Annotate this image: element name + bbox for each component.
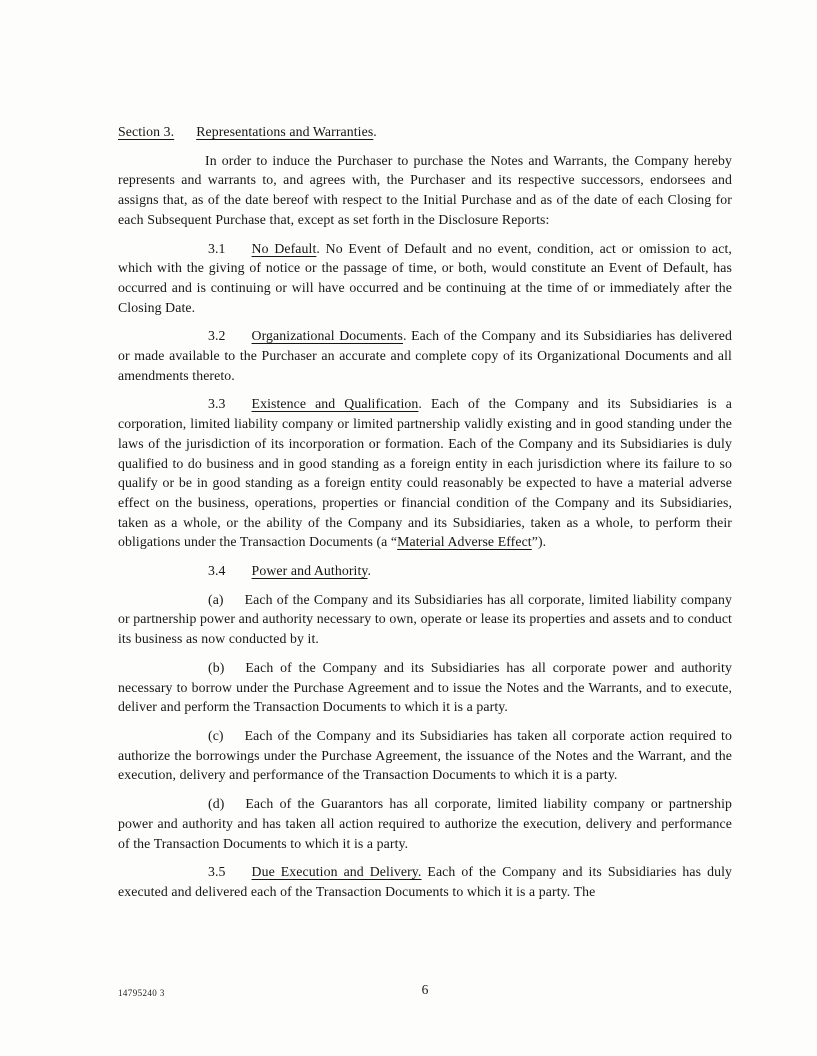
paragraph-body: Each of the Company and its Subsidiaries has duly executed and delivered each of the Transaction Documents to which it is a party. The	[118, 864, 732, 899]
subsection-title: Organizational Documents	[251, 328, 403, 344]
section-label: Section 3.	[118, 124, 175, 139]
paragraph-body: Each of the Company and its Subsidiaries is a corporation, limited liability company or limited partnership validly existing and in good standing under the laws of the jurisdiction of its incorporation or formation. Each of the Company and its Subsidiaries is duly qualified to do business and in good standing as a foreign entity in each jurisdiction where its failure to so qualify or be in good standing as a foreign entity could reasonably be expected to have a material adverse effect on the business, operations, properties or financial condition of the Company and its Subsidiaries, taken as a whole, or the ability of the Company and its Subsidiaries, taken as a whole, to perform their obligations under the Transaction Documents (a “	[118, 396, 732, 550]
subsection-title-period: .	[418, 396, 422, 412]
subparagraph-letter: (c)	[208, 727, 224, 743]
subparagraph-letter: (b)	[208, 659, 225, 675]
subsection-title: Power and Authority	[251, 563, 368, 579]
section-title-period: .	[373, 124, 377, 139]
subsection-title-period: .	[367, 563, 372, 579]
subsection-title: Due Execution and Delivery.	[251, 864, 422, 880]
subsection-number: 3.5	[208, 864, 226, 880]
section-title: Representations and Warranties	[196, 124, 374, 139]
subsection-number: 3.1	[208, 240, 226, 256]
paragraph-body: Each of the Company and its Subsidiaries has all corporate, limited liability company or partnership power and authority necessary to own, operate or lease its properties and assets and to conduct its business as now conducted by it.	[118, 591, 732, 647]
paragraph-3-4-b	[118, 658, 732, 717]
defined-term: Material Adverse Effect	[397, 534, 532, 550]
paragraph-3-4	[118, 561, 732, 581]
subparagraph-letter: (d)	[208, 796, 225, 812]
paragraph-3-4-c	[118, 726, 732, 785]
paragraph-3-2	[118, 326, 732, 385]
paragraph-body: Each of the Company and its Subsidiaries has all corporate power and authority necessary to borrow under the Purchase Agreement and to issue the Notes and the Warrants, and to execute, deliver and perform the Transaction Documents to which it is a party.	[118, 659, 732, 715]
document-body	[118, 122, 732, 902]
subsection-number: 3.4	[208, 563, 226, 579]
footer-page-number: 6	[421, 982, 429, 997]
intro-paragraph: In order to induce the Purchaser to purchase the Notes and Warrants, the Company hereby represents and warrants to, and agrees with, the Purchaser and its respective successors, endorsees and assigns that, as of the date bereof with respect to the Initial Purchase and as of the date of each Closing for each Subsequent Purchase that, except as set forth in the Disclosure Reports:	[118, 152, 732, 227]
footer-doc-number: 14795240 3	[118, 988, 165, 998]
subsection-title-period: .	[403, 328, 407, 344]
paragraph-body: Each of the Guarantors has all corporate, limited liability company or partnership power and authority and has taken all action required to authorize the execution, delivery and performance of the Transaction Documents to which it is a party.	[118, 796, 732, 851]
paragraph-body: Each of the Company and its Subsidiaries has taken all corporate action required to authorize the borrowings under the Purchase Agreement, the issuance of the Notes and the Warrant, and the execution, delivery and performance of the Transaction Documents to which it is a party.	[118, 727, 732, 783]
subsection-title: No Default	[251, 240, 317, 256]
paragraph-body: No Event of Default and no event, condition, act or omission to act, which with the giving of notice or the passage of time, or both, would constitute an Event of Default, has occurred and is continuing or will have occurred and be continuing at the time of or immediately after the Closing Date.	[118, 240, 732, 315]
paragraph-body-end: ”).	[531, 534, 547, 550]
paragraph-body: Each of the Company and its Subsidiaries has delivered or made available to the Purchaser an accurate and complete copy of its Organizational Documents and all amendments thereto.	[118, 328, 732, 383]
paragraph-3-4-a	[118, 590, 732, 649]
section-heading	[118, 122, 732, 142]
paragraph-3-4-d	[118, 794, 732, 853]
paragraph-3-3	[118, 394, 732, 552]
paragraph-3-5	[118, 862, 732, 901]
subparagraph-letter: (a)	[208, 591, 224, 607]
subsection-title-period: .	[316, 240, 320, 256]
subsection-number: 3.2	[208, 328, 226, 344]
paragraph-3-1	[118, 239, 732, 318]
subsection-title: Existence and Qualification	[251, 396, 419, 412]
subsection-number: 3.3	[208, 396, 226, 412]
